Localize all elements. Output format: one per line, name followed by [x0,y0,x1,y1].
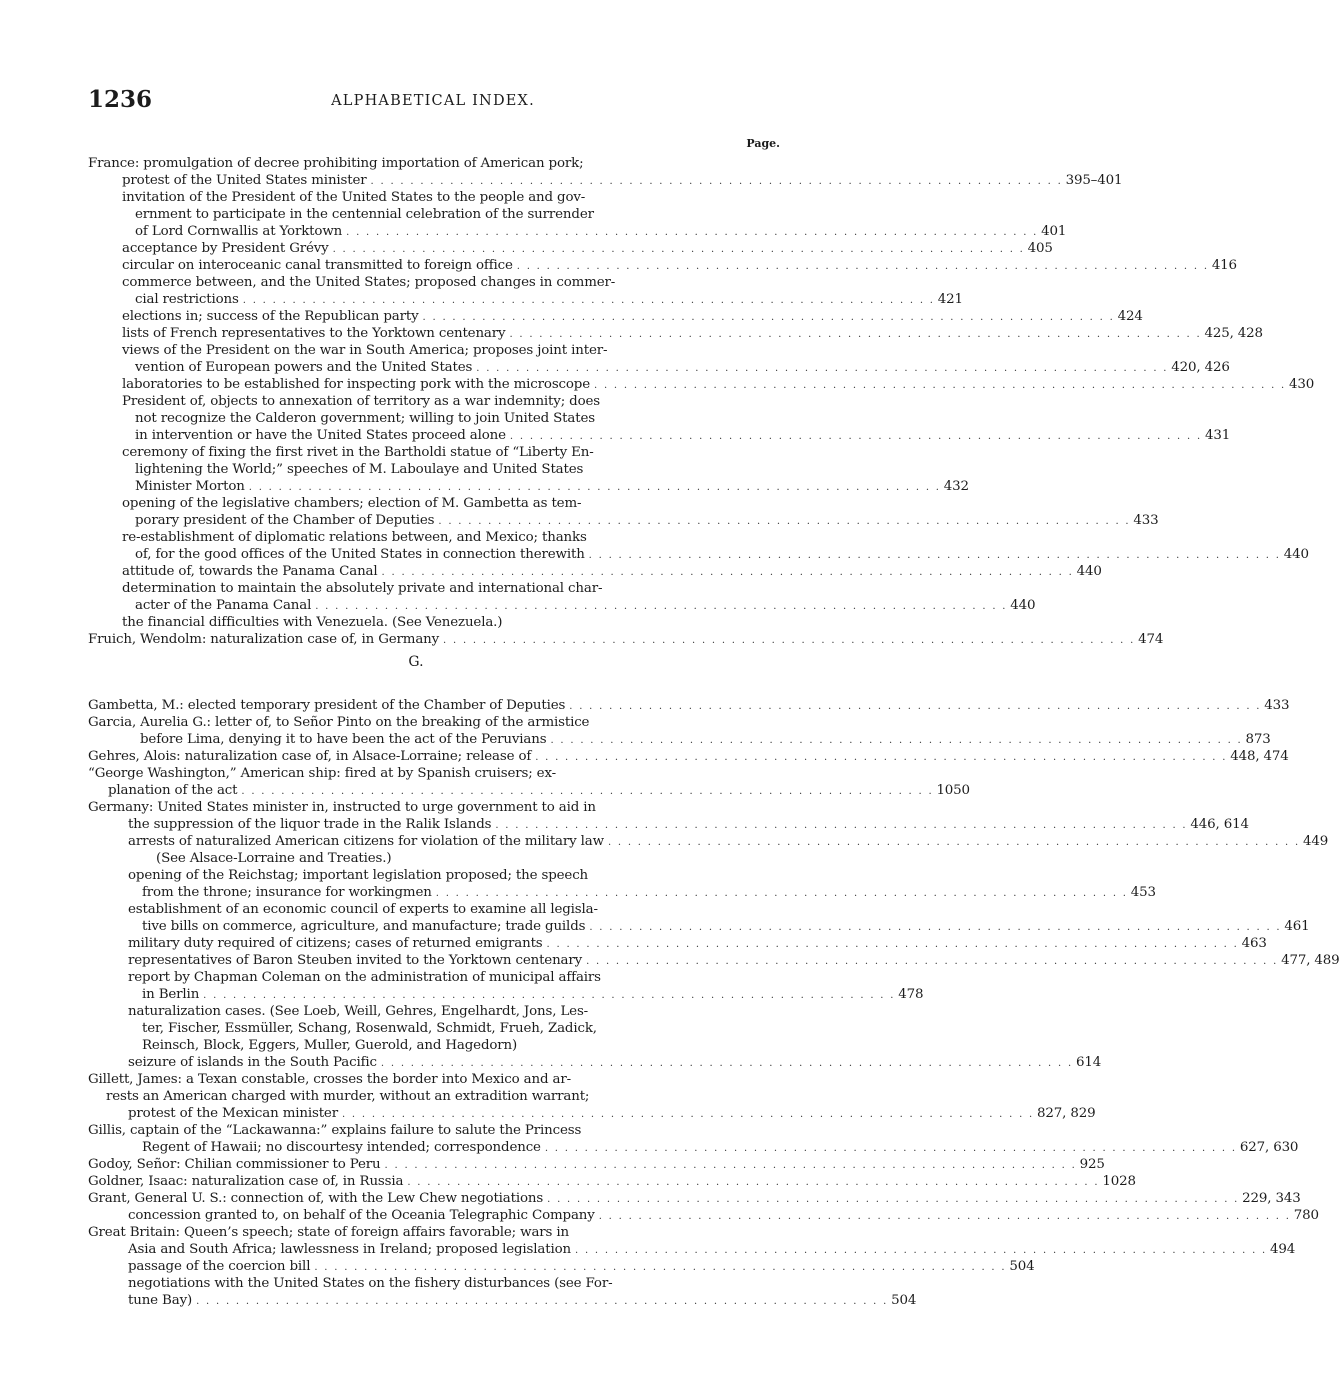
leader-dots: . . . . . . . . . . . . . . . . . . . . . . . . . . . . . . . . . . . . . . . . . . . . . . . . . . . . . . . . . . . . . . . . . . . . . . [341,1109,1035,1120]
index-entry-text: concession granted to, on behalf of the Oceania Telegraphic Company [128,1208,595,1223]
index-line [135,291,963,308]
page-reference: 478 [898,987,924,1002]
index-line [128,833,1329,850]
index-line [128,867,588,884]
index-line [128,952,1340,969]
page-reference: 1028 [1102,1174,1136,1189]
index-entry-text: acceptance by President Grévy [122,241,329,256]
index-entry-text: tive bills on commerce, agriculture, and manufacture; trade guilds [142,919,586,934]
leader-dots: . . . . . . . . . . . . . . . . . . . . . . . . . . . . . . . . . . . . . . . . . . . . . . . . . . . . . . . . . . . . . . . . . . . . . . [546,939,1239,950]
page-reference: 627, 630 [1239,1140,1299,1155]
index-line [108,782,970,799]
index-entry-text: Gillett, James: a Texan constable, crosses the border into Mexico and ar- [88,1072,571,1087]
index-entry-text: Germany: United States minister in, instructed to urge government to aid in [88,800,596,815]
index-entry-text: before Lima, denying it to have been the act of the Peruvians [140,732,547,747]
index-entry-text: (See Alsace-Lorraine and Treaties.) [156,851,392,866]
page-reference: 440 [1010,598,1036,613]
section-letter-g: G. [408,654,424,670]
leader-dots: . . . . . . . . . . . . . . . . . . . . . . . . . . . . . . . . . . . . . . . . . . . . . . . . . . . . . . . . . . . . . . . . . . . . . . [574,1245,1268,1256]
index-entry-text: re-establishment of diplomatic relations between, and Mexico; thanks [122,530,587,545]
index-entry-text: lists of French representatives to the Yorktown centenary [122,326,506,341]
page-reference: 424 [1117,309,1143,324]
index-line [135,546,1309,563]
index-entry-text: porary president of the Chamber of Deputies [135,513,435,528]
index-line [122,257,1237,274]
index-entry-text: circular on interoceanic canal transmitted to foreign office [122,258,513,273]
leader-dots: . . . . . . . . . . . . . . . . . . . . . . . . . . . . . . . . . . . . . . . . . . . . . . . . . . . . . . . . . . . . . . . . . . . . . . [535,752,1228,763]
index-entry-text: lightening the World;” speeches of M. Laboulaye and United States [135,462,584,477]
page-reference: 395–401 [1065,173,1123,188]
index-line [88,1224,569,1241]
page-reference: 431 [1204,428,1231,443]
leader-dots: . . . . . . . . . . . . . . . . . . . . . . . . . . . . . . . . . . . . . . . . . . . . . . . . . . . . . . . . . . . . . . . . . . . . . . [586,956,1279,967]
index-entry-text: military duty required of citizens; cases of returned emigrants [128,936,543,951]
leader-dots: . . . . . . . . . . . . . . . . . . . . . . . . . . . . . . . . . . . . . . . . . . . . . . . . . . . . . . . . . . . . . . . . . . . . . . [196,1296,889,1307]
index-entry-text: report by Chapman Coleman on the administration of municipal affairs [128,970,601,985]
page-reference: 433 [1264,698,1290,713]
page-reference: 229, 343 [1242,1191,1301,1206]
index-line [122,529,587,546]
leader-dots: . . . . . . . . . . . . . . . . . . . . . . . . . . . . . . . . . . . . . . . . . . . . . . . . . . . . . . . . . . . . . . . . . . . . . . [443,635,1136,646]
index-line [128,816,1249,833]
leader-dots: . . . . . . . . . . . . . . . . . . . . . . . . . . . . . . . . . . . . . . . . . . . . . . . . . . . . . . . . . . . . . . . . . . . . . . [370,176,1063,187]
leader-dots: . . . . . . . . . . . . . . . . . . . . . . . . . . . . . . . . . . . . . . . . . . . . . . . . . . . . . . . . . . . . . . . . . . . . . . [589,922,1282,933]
leader-dots: . . . . . . . . . . . . . . . . . . . . . . . . . . . . . . . . . . . . . . . . . . . . . . . . . . . . . . . . . . . . . . . . . . . . . . [588,550,1281,561]
index-line [88,697,1290,714]
leader-dots: . . . . . . . . . . . . . . . . . . . . . . . . . . . . . . . . . . . . . . . . . . . . . . . . . . . . . . . . . . . . . . . . . . . . . . [242,295,935,306]
index-entry-text: Gillis, captain of the “Lackawanna:” explains failure to salute the Princess [88,1123,582,1138]
index-line [142,1020,597,1037]
leader-dots: . . . . . . . . . . . . . . . . . . . . . . . . . . . . . . . . . . . . . . . . . . . . . . . . . . . . . . . . . . . . . . . . . . . . . . [380,1058,1073,1069]
page-reference: 453 [1130,885,1156,900]
index-entry-text: of, for the good offices of the United States in connection therewith [135,547,585,562]
index-line [122,580,602,597]
page-reference: 504 [891,1293,917,1308]
index-entry-text: Gehres, Alois: naturalization case of, in Alsace-Lorraine; release of [88,749,532,764]
index-line [135,597,1036,614]
index-entry-text: protest of the United States minister [122,173,367,188]
index-line [142,1037,517,1054]
index-line [128,1258,1035,1275]
index-line [88,799,596,816]
page-reference: 827, 829 [1037,1106,1096,1121]
index-entry-text: from the throne; insurance for workingmen [142,885,432,900]
leader-dots: . . . . . . . . . . . . . . . . . . . . . . . . . . . . . . . . . . . . . . . . . . . . . . . . . . . . . . . . . . . . . . . . . . . . . . [594,380,1287,391]
index-line [135,512,1159,529]
index-line [142,918,1310,935]
index-entry-text: seizure of islands in the South Pacific [128,1055,377,1070]
page-reference: 925 [1079,1157,1105,1172]
index-line [135,206,594,223]
index-line [88,155,583,172]
leader-dots: . . . . . . . . . . . . . . . . . . . . . . . . . . . . . . . . . . . . . . . . . . . . . . . . . . . . . . . . . . . . . . . . . . . . . . [598,1211,1291,1222]
index-entry-text: in Berlin [142,987,200,1002]
page-reference: 873 [1245,732,1271,747]
page-reference: 405 [1027,241,1053,256]
leader-dots: . . . . . . . . . . . . . . . . . . . . . . . . . . . . . . . . . . . . . . . . . . . . . . . . . . . . . . . . . . . . . . . . . . . . . . [435,888,1128,899]
index-entry-text: the financial difficulties with Venezuela. (See Venezuela.) [122,615,503,630]
leader-dots: . . . . . . . . . . . . . . . . . . . . . . . . . . . . . . . . . . . . . . . . . . . . . . . . . . . . . . . . . . . . . . . . . . . . . . [422,312,1115,323]
index-line [128,969,601,986]
index-entry-text: arrests of naturalized American citizens for violation of the military law [128,834,604,849]
index-entry-text: protest of the Mexican minister [128,1106,338,1121]
index-line [128,1241,1296,1258]
page-reference: 401 [1041,224,1067,239]
leader-dots: . . . . . . . . . . . . . . . . . . . . . . . . . . . . . . . . . . . . . . . . . . . . . . . . . . . . . . . . . . . . . . . . . . . . . . [315,601,1008,612]
index-entry-text: acter of the Panama Canal [135,598,312,613]
index-line [122,189,585,206]
leader-dots: . . . . . . . . . . . . . . . . . . . . . . . . . . . . . . . . . . . . . . . . . . . . . . . . . . . . . . . . . . . . . . . . . . . . . . [241,786,934,797]
index-line [122,308,1143,325]
leader-dots: . . . . . . . . . . . . . . . . . . . . . . . . . . . . . . . . . . . . . . . . . . . . . . . . . . . . . . . . . . . . . . . . . . . . . . [569,701,1262,712]
index-line [122,172,1123,189]
leader-dots: . . . . . . . . . . . . . . . . . . . . . . . . . . . . . . . . . . . . . . . . . . . . . . . . . . . . . . . . . . . . . . . . . . . . . . [544,1143,1237,1154]
index-entry-text: ter, Fischer, Essmüller, Schang, Rosenwald, Schmidt, Frueh, Zadick, [142,1021,597,1036]
index-entry-text: Godoy, Señor: Chilian commissioner to Peru [88,1157,381,1172]
page-reference: 780 [1293,1208,1319,1223]
index-line [142,986,924,1003]
leader-dots: . . . . . . . . . . . . . . . . . . . . . . . . . . . . . . . . . . . . . . . . . . . . . . . . . . . . . . . . . . . . . . . . . . . . . . [476,363,1169,374]
index-line [128,901,598,918]
leader-dots: . . . . . . . . . . . . . . . . . . . . . . . . . . . . . . . . . . . . . . . . . . . . . . . . . . . . . . . . . . . . . . . . . . . . . . [314,1262,1007,1273]
leader-dots: . . . . . . . . . . . . . . . . . . . . . . . . . . . . . . . . . . . . . . . . . . . . . . . . . . . . . . . . . . . . . . . . . . . . . . [495,820,1188,831]
index-line [122,274,615,291]
index-entry-text: views of the President on the war in South America; proposes joint inter- [122,343,608,358]
index-entry-text: rests an American charged with murder, without an extradition warrant; [106,1089,590,1104]
index-line [135,461,583,478]
index-entry-text: negotiations with the United States on the fishery disturbances (see For- [128,1276,613,1291]
page-reference: 494 [1270,1242,1296,1257]
page-reference: 448, 474 [1230,749,1289,764]
index-entry-text: Gambetta, M.: elected temporary president of the Chamber of Deputies [88,698,566,713]
index-line [88,1190,1301,1207]
leader-dots: . . . . . . . . . . . . . . . . . . . . . . . . . . . . . . . . . . . . . . . . . . . . . . . . . . . . . . . . . . . . . . . . . . . . . . [438,516,1131,527]
index-line [122,240,1053,257]
leader-dots: . . . . . . . . . . . . . . . . . . . . . . . . . . . . . . . . . . . . . . . . . . . . . . . . . . . . . . . . . . . . . . . . . . . . . . [550,735,1243,746]
index-line [135,410,595,427]
page-reference: 449 [1302,834,1329,849]
leader-dots: . . . . . . . . . . . . . . . . . . . . . . . . . . . . . . . . . . . . . . . . . . . . . . . . . . . . . . . . . . . . . . . . . . . . . . [407,1177,1100,1188]
page-reference: 440 [1283,547,1309,562]
index-line [88,631,1164,648]
leader-dots: . . . . . . . . . . . . . . . . . . . . . . . . . . . . . . . . . . . . . . . . . . . . . . . . . . . . . . . . . . . . . . . . . . . . . . [509,329,1202,340]
page-reference: 432 [943,479,969,494]
index-entry-text: attitude of, towards the Panama Canal [122,564,378,579]
index-line [128,935,1267,952]
index-entry-text: ernment to participate in the centennial celebration of the surrender [135,207,594,222]
index-line [88,765,556,782]
leader-dots: . . . . . . . . . . . . . . . . . . . . . . . . . . . . . . . . . . . . . . . . . . . . . . . . . . . . . . . . . . . . . . . . . . . . . . [332,244,1025,255]
page-reference: 463 [1241,936,1267,951]
index-line [128,1275,612,1292]
index-line [122,325,1263,342]
index-entry-text: laboratories to be established for inspecting pork with the microscope [122,377,590,392]
index-entry-text: tune Bay) [128,1293,193,1308]
index-entry-text: determination to maintain the absolutely private and international char- [122,581,603,596]
index-entry-text: Minister Morton [135,479,245,494]
leader-dots: . . . . . . . . . . . . . . . . . . . . . . . . . . . . . . . . . . . . . . . . . . . . . . . . . . . . . . . . . . . . . . . . . . . . . . [346,227,1039,238]
index-entry-text: representatives of Baron Steuben invited to the Yorktown centenary [128,953,583,968]
index-entry-text: naturalization cases. (See Loeb, Weill, Gehres, Engelhardt, Jons, Les- [128,1004,589,1019]
page-reference: 461 [1284,919,1310,934]
page-reference: 1050 [936,783,970,798]
page-header [88,86,778,116]
index-line [135,427,1231,444]
index-entry-text: Goldner, Isaac: naturalization case of, in Russia [88,1174,404,1189]
index-entry-text: invitation of the President of the United States to the people and gov- [122,190,586,205]
page-reference: 440 [1076,564,1102,579]
index-entry-text: Garcia, Aurelia G.: letter of, to Señor Pinto on the breaking of the armistice [88,715,590,730]
index-line [88,1156,1105,1173]
page-reference: 433 [1133,513,1159,528]
leader-dots: . . . . . . . . . . . . . . . . . . . . . . . . . . . . . . . . . . . . . . . . . . . . . . . . . . . . . . . . . . . . . . . . . . . . . . [203,990,896,1001]
page-number: 1236 [88,86,153,113]
page-reference: 420, 426 [1171,360,1230,375]
index-line [135,478,969,495]
leader-dots: . . . . . . . . . . . . . . . . . . . . . . . . . . . . . . . . . . . . . . . . . . . . . . . . . . . . . . . . . . . . . . . . . . . . . . [248,482,941,493]
index-entry-text: the suppression of the liquor trade in the Ralik Islands [128,817,492,832]
index-line [135,359,1230,376]
leader-dots: . . . . . . . . . . . . . . . . . . . . . . . . . . . . . . . . . . . . . . . . . . . . . . . . . . . . . . . . . . . . . . . . . . . . . . [509,431,1202,442]
leader-dots: . . . . . . . . . . . . . . . . . . . . . . . . . . . . . . . . . . . . . . . . . . . . . . . . . . . . . . . . . . . . . . . . . . . . . . [607,837,1300,848]
index-line [122,495,581,512]
index-entry-text: Asia and South Africa; lawlessness in Ireland; proposed legislation [128,1242,571,1257]
index-entry-text: commerce between, and the United States; proposed changes in commer- [122,275,616,290]
page-reference: 477, 489 [1281,953,1340,968]
index-entry-text: ceremony of fixing the first rivet in the Bartholdi statue of “Liberty En- [122,445,594,460]
index-entry-text: Great Britain: Queen’s speech; state of foreign affairs favorable; wars in [88,1225,569,1240]
index-line [106,1088,589,1105]
index-line [122,376,1315,393]
index-line [128,1207,1319,1224]
page-reference: 430 [1289,377,1315,392]
index-entry-text: opening of the Reichstag; important legislation proposed; the speech [128,868,589,883]
index-entry-text: establishment of an economic council of experts to examine all legisla- [128,902,598,917]
index-line [140,731,1271,748]
leader-dots: . . . . . . . . . . . . . . . . . . . . . . . . . . . . . . . . . . . . . . . . . . . . . . . . . . . . . . . . . . . . . . . . . . . . . . [516,261,1209,272]
page-column-label: Page. [746,137,780,150]
index-line [122,614,502,631]
index-entry-text: planation of the act [108,783,238,798]
index-line [122,342,607,359]
index-entry-text: Grant, General U. S.: connection of, with the Lew Chew negotiations [88,1191,544,1206]
index-line [128,1054,1102,1071]
index-line [142,1139,1299,1156]
index-entry-text: elections in; success of the Republican party [122,309,419,324]
index-line [128,1292,917,1309]
page-reference: 416 [1211,258,1237,273]
index-line [156,850,391,867]
index-line [88,748,1289,765]
index-line [88,1122,581,1139]
index-entry-text: cial restrictions [135,292,239,307]
index-entry-text: in intervention or have the United States proceed alone [135,428,506,443]
page-reference: 425, 428 [1204,326,1263,341]
leader-dots: . . . . . . . . . . . . . . . . . . . . . . . . . . . . . . . . . . . . . . . . . . . . . . . . . . . . . . . . . . . . . . . . . . . . . . [547,1194,1240,1205]
index-entry-text: vention of European powers and the United States [135,360,473,375]
index-entry-text: Regent of Hawaii; no discourtesy intended; correspondence [142,1140,541,1155]
index-line [122,444,594,461]
page-reference: 504 [1009,1259,1035,1274]
index-line [128,1105,1096,1122]
page-reference: 614 [1075,1055,1102,1070]
index-entry-text: Fruich, Wendolm: naturalization case of, in Germany [88,632,440,647]
index-entry-text: “George Washington,” American ship: fired at by Spanish cruisers; ex- [88,766,556,781]
index-entry-text: opening of the legislative chambers; election of M. Gambetta as tem- [122,496,582,511]
index-line [88,714,589,731]
index-entry-text: of Lord Cornwallis at Yorktown [135,224,343,239]
index-entry-text: not recognize the Calderon government; willing to join United States [135,411,595,426]
running-title: ALPHABETICAL INDEX. [331,93,535,109]
index-line [122,563,1102,580]
index-line [88,1071,571,1088]
index-line [122,393,600,410]
page-reference: 421 [937,292,963,307]
index-entry-text: France: promulgation of decree prohibiting importation of American pork; [88,156,584,171]
index-line [135,223,1067,240]
index-line [88,1173,1136,1190]
leader-dots: . . . . . . . . . . . . . . . . . . . . . . . . . . . . . . . . . . . . . . . . . . . . . . . . . . . . . . . . . . . . . . . . . . . . . . [381,567,1074,578]
leader-dots: . . . . . . . . . . . . . . . . . . . . . . . . . . . . . . . . . . . . . . . . . . . . . . . . . . . . . . . . . . . . . . . . . . . . . . [384,1160,1077,1171]
index-entry-text: Reinsch, Block, Eggers, Muller, Guerold, and Hagedorn) [142,1038,518,1053]
index-line [128,1003,588,1020]
index-line [142,884,1156,901]
page-reference: 474 [1138,632,1164,647]
page-reference: 446, 614 [1190,817,1249,832]
index-entry-text: President of, objects to annexation of territory as a war indemnity; does [122,394,601,409]
index-entry-text: passage of the coercion bill [128,1259,311,1274]
